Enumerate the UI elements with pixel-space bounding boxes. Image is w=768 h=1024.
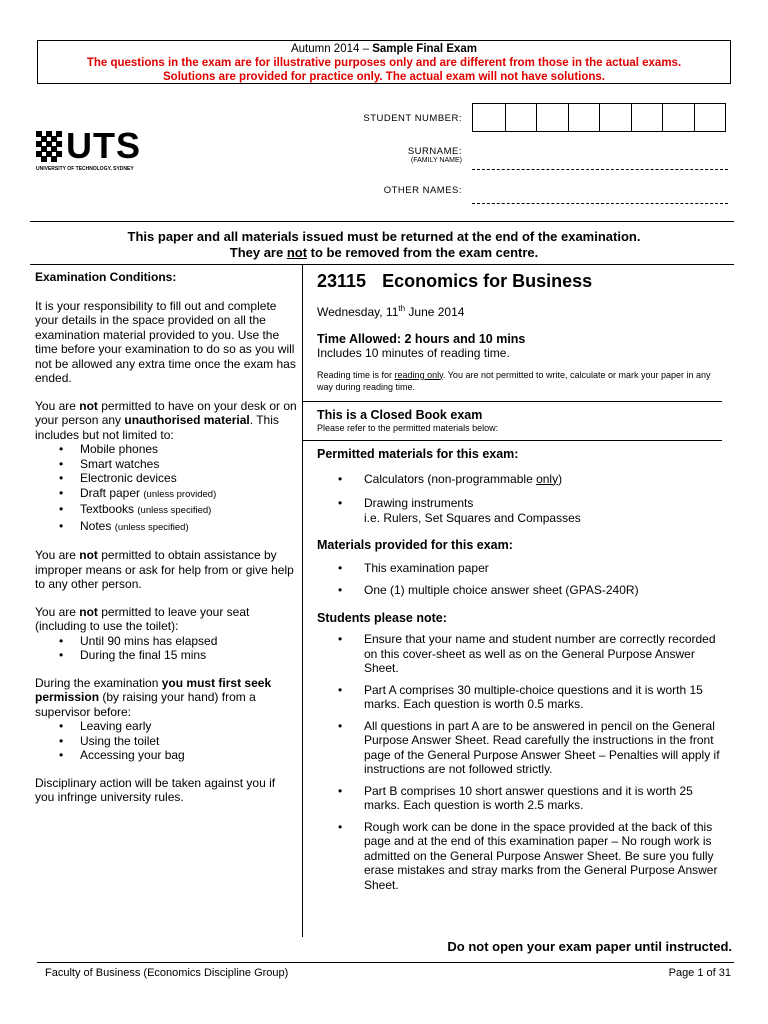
list-item: • One (1) multiple choice answer sheet (GPAS-240R)	[317, 583, 722, 598]
exam-details	[317, 270, 722, 892]
list-item: • All questions in part A are to be answered in pencil on the General Purpose Answer Sheet. Read carefully the instructions in the front page of the General Purpose Answer Sheet – Penalties will apply if instructions are not followed strictly.	[317, 719, 722, 777]
list-item: • Part B comprises 10 short answer questions and it is worth 25 marks. Each question is worth 2.5 marks.	[317, 784, 722, 813]
divider	[302, 440, 722, 441]
text-run: Draft paper	[80, 485, 144, 500]
text-run: not	[79, 604, 98, 619]
students-note-list	[317, 632, 722, 892]
text-run: (unless specified)	[114, 521, 189, 533]
course-title	[317, 270, 722, 292]
text-run: Mobile phones	[80, 442, 159, 456]
notice-title	[38, 42, 730, 56]
surname-label: SURNAME:	[407, 146, 462, 157]
course-code: 23115	[317, 271, 367, 291]
return-notice-line-2	[0, 245, 768, 261]
list-item: • Accessing your bag	[35, 748, 297, 763]
text-run: Reading time is for	[317, 369, 395, 380]
text-run: (by raising your hand) from a supervisor before:	[35, 690, 256, 719]
list-item	[317, 472, 722, 487]
student-number-boxes[interactable]	[472, 103, 726, 132]
text-run: During the examination	[35, 675, 162, 690]
text-run: Calculators (non-programmable	[364, 471, 537, 486]
conditions-paragraph	[35, 676, 297, 720]
conditions-heading: Examination Conditions:	[35, 270, 177, 284]
digit-box[interactable]	[568, 104, 600, 131]
list-item	[317, 496, 722, 525]
uts-wordmark: UTS	[66, 125, 141, 166]
text-run: to be removed from the exam centre.	[307, 245, 539, 260]
list-item: • Using the toilet	[35, 734, 297, 749]
provided-list	[317, 561, 722, 598]
unauthorised-list	[35, 442, 297, 535]
text-run: reading only	[394, 369, 443, 380]
provided-heading: Materials provided for this exam:	[317, 538, 513, 552]
student-number-label: STUDENT NUMBER:	[363, 113, 462, 124]
digit-box[interactable]	[473, 104, 505, 131]
surname-field[interactable]	[472, 169, 728, 170]
conditions-paragraph	[35, 548, 297, 592]
permission-list	[35, 719, 297, 763]
footer-page-number: Page 1 of 31	[668, 967, 731, 979]
text-run: not	[79, 548, 98, 562]
other-names-label: OTHER NAMES:	[383, 185, 462, 196]
students-note-heading: Students please note:	[317, 610, 447, 625]
uts-subtitle: UNIVERSITY OF TECHNOLOGY, SYDNEY	[36, 166, 134, 172]
list-item	[35, 486, 297, 503]
list-item	[35, 502, 297, 519]
exam-date	[317, 302, 722, 320]
list-item	[35, 457, 297, 472]
digit-box[interactable]	[536, 104, 568, 131]
text-run: (unless provided)	[143, 488, 217, 500]
return-notice-line-1: This paper and all materials issued must be returned at the end of the examination.	[127, 229, 641, 244]
conditions-paragraph: Disciplinary action will be taken against you if you infringe university rules.	[35, 775, 276, 804]
permitted-list	[317, 472, 722, 526]
text-run: . This includes but not limited to:	[35, 413, 279, 442]
examination-conditions	[35, 270, 297, 818]
reading-time-info: Includes 10 minutes of reading time.	[317, 346, 510, 360]
text-run: You are	[35, 548, 80, 562]
text-run: You are	[35, 398, 80, 413]
text-run: )	[558, 471, 563, 486]
seat-rules-list	[35, 634, 297, 663]
list-item	[35, 471, 297, 486]
text-run: They are	[229, 245, 287, 260]
text-run: only	[536, 471, 559, 486]
conditions-paragraph	[35, 605, 297, 634]
course-name: Economics for Business	[382, 271, 593, 291]
time-allowed: Time Allowed: 2 hours and 10 mins	[317, 331, 526, 346]
list-item: • Part A comprises 30 multiple-choice questions and it is worth 15 marks. Each question is worth 0.5 marks.	[317, 683, 722, 712]
list-item: • Until 90 mins has elapsed	[35, 634, 297, 649]
list-item	[35, 519, 297, 536]
text-run: Smart watches	[80, 456, 160, 471]
text-run: Wednesday, 11	[317, 305, 399, 319]
sample-exam-notice	[37, 40, 731, 84]
list-item: • Ensure that your name and student number are correctly recorded on this cover-sheet as well as on the General Purpose Answer Sheet.	[317, 632, 722, 676]
digit-box[interactable]	[694, 104, 726, 131]
list-item	[35, 442, 297, 457]
divider	[302, 401, 722, 402]
text-run: permitted to leave your seat (including to use the toilet):	[35, 604, 250, 633]
text-run: you must first seek permission	[35, 675, 272, 704]
text-run: . You are not permitted to write, calculate or mark your paper in any way during reading time.	[317, 369, 711, 392]
text-run: Notes	[80, 518, 115, 533]
reading-time-note	[317, 369, 722, 393]
text-run: Textbooks	[80, 502, 138, 516]
list-item: • During the final 15 mins	[35, 648, 297, 663]
text-run: permitted to have on your desk or on your person any	[35, 398, 297, 427]
do-not-open-notice: Do not open your exam paper until instructed.	[447, 939, 732, 954]
text-run: i.e. Rulers, Set Squares and Compasses	[364, 510, 581, 525]
warning-line-2: Solutions are provided for practice only. The actual exam will not have solutions.	[163, 71, 605, 83]
column-divider	[302, 265, 303, 937]
surname-sublabel: (FAMILY NAME)	[410, 157, 462, 164]
closed-book-heading: This is a Closed Book exam	[317, 407, 483, 422]
list-item: • This examination paper	[317, 561, 722, 576]
uts-logo	[36, 125, 146, 173]
digit-box[interactable]	[505, 104, 537, 131]
text-run: Electronic devices	[80, 471, 177, 485]
digit-box[interactable]	[662, 104, 694, 131]
digit-box[interactable]	[631, 104, 663, 131]
closed-book-note: Please refer to the permitted materials below:	[317, 423, 499, 433]
list-item: • Rough work can be done in the space provided at the back of this page and at the end of this examination paper – No rough work is admitted on the General Purpose Answer Sheet. Be sure you fully erase mistakes and stray marks from the General Purpose Answer Sheet.	[317, 820, 722, 893]
digit-box[interactable]	[599, 104, 631, 131]
exam-type: Sample Final Exam	[372, 43, 478, 55]
list-item: • Leaving early	[35, 719, 297, 734]
warning-line-1: The questions in the exam are for illustrative purposes only and are different from those in the actual exams.	[86, 57, 682, 69]
text-run: You are	[35, 604, 80, 619]
text-run: (unless specified)	[137, 505, 212, 516]
text-run: not	[79, 398, 98, 413]
footer-faculty: Faculty of Business (Economics Discipline Group)	[45, 967, 289, 979]
exam-session: Autumn 2014 –	[290, 43, 373, 55]
text-run: not	[286, 245, 308, 260]
text-run: th	[398, 304, 406, 313]
other-names-field[interactable]	[472, 203, 728, 204]
permitted-heading: Permitted materials for this exam:	[317, 447, 519, 461]
conditions-paragraph	[35, 399, 297, 443]
divider	[30, 221, 734, 222]
text-run: unauthorised material	[124, 413, 250, 427]
divider	[30, 264, 734, 265]
text-run: June 2014	[405, 305, 465, 319]
conditions-paragraph: It is your responsibility to fill out and complete your details in the space provided on all the examination material provided to you. Use the time before your examination to do so as you will not be allowed any extra time once the exam has ended.	[35, 298, 296, 385]
text-run: • Drawing instruments	[364, 496, 474, 510]
uts-emblem-icon	[36, 131, 62, 165]
return-materials-notice	[0, 229, 768, 261]
footer-divider	[37, 962, 734, 963]
text-run: permitted to obtain assistance by improper means or ask for help from or give help to any other person.	[35, 548, 294, 591]
